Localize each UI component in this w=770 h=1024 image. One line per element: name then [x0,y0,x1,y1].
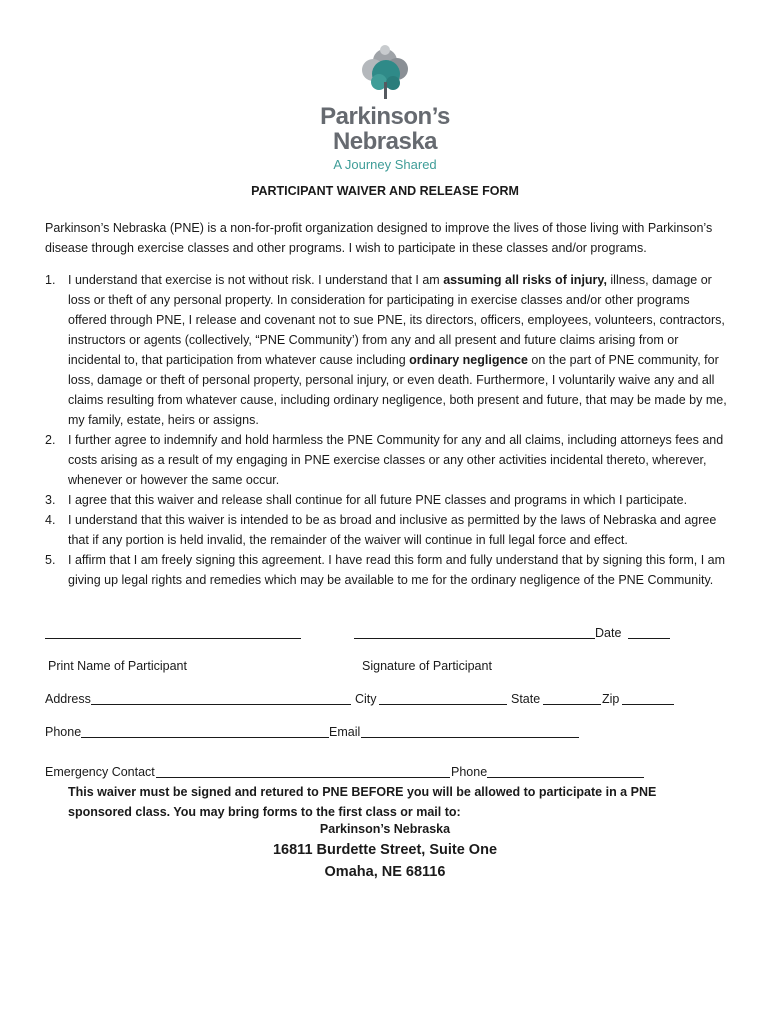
term-text: illness, damage or loss or theft of any personal property. In consideration for participating in exercise classes and/or other programs offered through PNE, I release and covenant not to sue PNE, its directors, officers, employees, volunteers, contractors, instructors or agents (collectively, “PNE Community’) from any and all present and future claims arising from or incidental to, that participation from whatever cause including [68,273,725,367]
term-text: I understand that this waiver is intended to be as broad and inclusive as permitted by the laws of Nebraska and agree that if any portion is held invalid, the remainder of the waiver will continue in full legal force and effect. [68,513,717,547]
zip-line[interactable] [622,704,674,705]
logo [318,42,452,174]
city-line[interactable] [379,704,507,705]
form-title: PARTICIPANT WAIVER AND RELEASE FORM [251,184,519,198]
term-bold-text: assuming all risks of injury, [443,273,607,287]
address-line[interactable] [91,704,351,705]
return-notice: This waiver must be signed and retured to PNE BEFORE you will be allowed to participate in a PNE sponsored class. You may bring forms to the first class or mail to: [68,785,657,819]
intro-paragraph: Parkinson’s Nebraska (PNE) is a non-for-profit organization designed to improve the lives of those living with Parkinson’s disease through exercise classes and other programs. I wish to participate in these classes and/or programs. [45,221,713,255]
term-text: I understand that exercise is not without risk. I understand that I am [68,273,444,287]
term-item [45,490,729,510]
logo-name-line1: Parkinson’s [320,103,450,130]
term-number: 1. [45,273,56,287]
emergency-phone-label: Phone [451,765,488,779]
term-bold-text: ordinary negligence [409,353,528,367]
signature-label: Signature of Participant [362,659,492,673]
mail-city: Omaha, NE 68116 [324,864,446,880]
zip-label: Zip [602,692,620,706]
phone-line[interactable] [81,737,329,738]
logo-tagline: A Journey Shared [333,157,437,172]
term-text: I further agree to indemnify and hold harmless the PNE Community for any and all claims, including attorneys fees and costs arising as a result of my engaging in PNE exercise classes or any other activities incidental thereto, wherever, whenever or however the same occur. [68,433,724,487]
term-item [45,430,729,490]
term-number: 4. [45,513,56,527]
emergency-phone-line[interactable] [487,777,644,778]
term-text: I affirm that I am freely signing this agreement. I have read this form and fully understand that by signing this form, I am giving up legal rights and remedies which may be available to me for the ordinary negligence of the PNE Community. [68,553,726,587]
logo-name-line2: Nebraska [332,128,438,155]
terms-list [45,270,729,590]
term-item [45,550,729,590]
term-number: 5. [45,553,56,567]
term-item [45,270,729,430]
print-name-line[interactable] [45,638,301,639]
emergency-contact-line[interactable] [156,777,450,778]
print-name-label: Print Name of Participant [48,659,187,673]
term-text: I agree that this waiver and release shall continue for all future PNE classes and programs in which I participate. [68,493,688,507]
email-label: Email [329,725,361,739]
email-line[interactable] [361,737,579,738]
phone-label: Phone [45,725,82,739]
address-label: Address [45,692,91,706]
state-line[interactable] [543,704,601,705]
term-number: 2. [45,433,56,447]
date-label: Date [595,626,622,640]
state-label: State [511,692,541,706]
mail-org: Parkinson’s Nebraska [319,822,451,836]
signature-line[interactable] [354,638,595,639]
term-text: on the part of PNE community, for loss, damage or theft of personal property, personal injury, or even death. Furthermore, I voluntarily waive any and all claims resulting from whatever cause, including ordinary negligence, both present and future, that may be made by me, my family, estate, heirs or assigns. [68,353,727,427]
term-item [45,510,729,550]
city-label: City [355,692,377,706]
emergency-contact-label: Emergency Contact [45,765,155,779]
tree-icon [355,42,415,100]
date-line[interactable] [628,638,670,639]
mail-street: 16811 Burdette Street, Suite One [272,842,498,858]
term-number: 3. [45,493,56,507]
